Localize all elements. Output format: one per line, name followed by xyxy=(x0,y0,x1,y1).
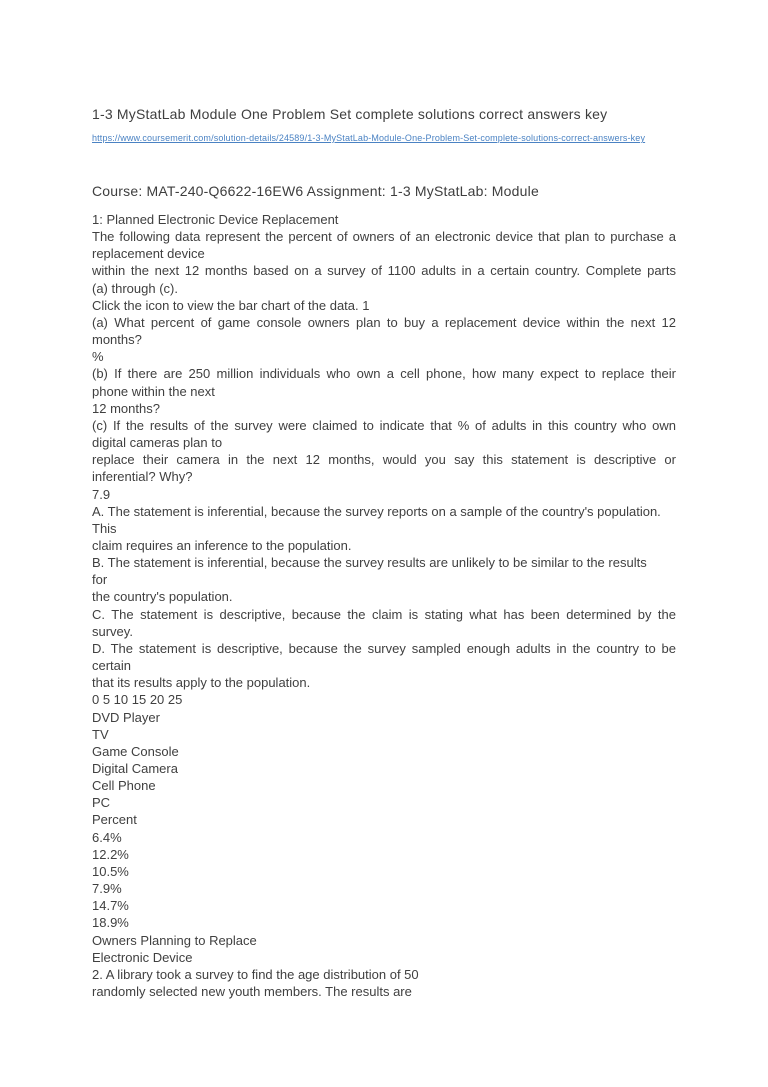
text-line: This xyxy=(92,520,117,536)
text-line: % xyxy=(92,349,104,365)
text-line: survey. xyxy=(92,623,133,639)
text-line: Percent xyxy=(92,812,137,828)
text-line: within the next 12 months based on a survey of 1100 adults in a certain country. Complete parts xyxy=(92,263,676,279)
text-line: claim requires an inference to the population. xyxy=(92,537,352,553)
text-line: 2. A library took a survey to find the age distribution of 50 xyxy=(92,966,419,982)
text-line: D. The statement is descriptive, because the survey sampled enough adults in the country to be xyxy=(92,640,676,656)
text-line: Game Console xyxy=(92,743,179,759)
text-line: 0 5 10 15 20 25 xyxy=(92,692,183,708)
text-line: 7.9% xyxy=(92,881,122,897)
text-line: months? xyxy=(92,332,142,348)
text-line: for xyxy=(92,572,108,588)
text-line: (b) If there are 250 million individuals who own a cell phone, how many expect to replace their xyxy=(92,366,676,382)
text-line: PC xyxy=(92,795,111,811)
text-line: inferential? Why? xyxy=(92,469,193,485)
text-line: (a) What percent of game console owners plan to buy a replacement device within the next 12 xyxy=(92,314,676,330)
text-line: 12 months? xyxy=(92,400,160,416)
text-line: B. The statement is inferential, because the survey results are unlikely to be similar to the results xyxy=(92,555,647,571)
source-link[interactable]: https://www.coursemerit.com/solution-details/24589/1-3-MyStatLab-Module-One-Problem-Set-complete-solutions-correct-answers-key xyxy=(92,133,646,143)
text-line: replace their camera in the next 12 months, would you say this statement is descriptive or xyxy=(92,452,676,468)
text-line: The following data represent the percent of owners of an electronic device that plan to purchase a xyxy=(92,229,676,245)
text-line: (a) through (c). xyxy=(92,280,178,296)
text-line: 18.9% xyxy=(92,915,129,931)
text-line: randomly selected new youth members. The results are xyxy=(92,984,412,1000)
body-text xyxy=(92,211,676,1000)
text-line: the country's population. xyxy=(92,589,233,605)
text-line: Cell Phone xyxy=(92,778,156,794)
document-title: 1-3 MyStatLab Module One Problem Set complete solutions correct answers key xyxy=(92,106,608,122)
text-line: A. The statement is inferential, because the survey reports on a sample of the country's population. xyxy=(92,503,661,519)
text-line: 12.2% xyxy=(92,846,129,862)
text-line: certain xyxy=(92,658,132,674)
text-line: TV xyxy=(92,726,109,742)
text-line: 10.5% xyxy=(92,863,129,879)
text-line: Click the icon to view the bar chart of the data. 1 xyxy=(92,297,370,313)
text-line: Digital Camera xyxy=(92,761,178,776)
text-line: 14.7% xyxy=(92,898,129,914)
course-line: Course: MAT-240-Q6622-16EW6 Assignment: 1-3 MyStatLab: Module xyxy=(92,183,539,199)
text-line: DVD Player xyxy=(92,709,160,725)
text-line: Electronic Device xyxy=(92,949,193,965)
text-line: phone within the next xyxy=(92,383,215,399)
text-line: digital cameras plan to xyxy=(92,435,223,451)
text-line: replacement device xyxy=(92,246,205,262)
text-line: 6.4% xyxy=(92,829,122,845)
text-line: C. The statement is descriptive, because the claim is stating what has been determined by the xyxy=(92,606,676,622)
text-line: 7.9 xyxy=(92,486,111,502)
text-line: Owners Planning to Replace xyxy=(92,932,257,948)
text-line: (c) If the results of the survey were claimed to indicate that % of adults in this country who own xyxy=(92,417,676,433)
text-line: 1: Planned Electronic Device Replacement xyxy=(92,212,339,227)
text-line: that its results apply to the population. xyxy=(92,675,311,691)
